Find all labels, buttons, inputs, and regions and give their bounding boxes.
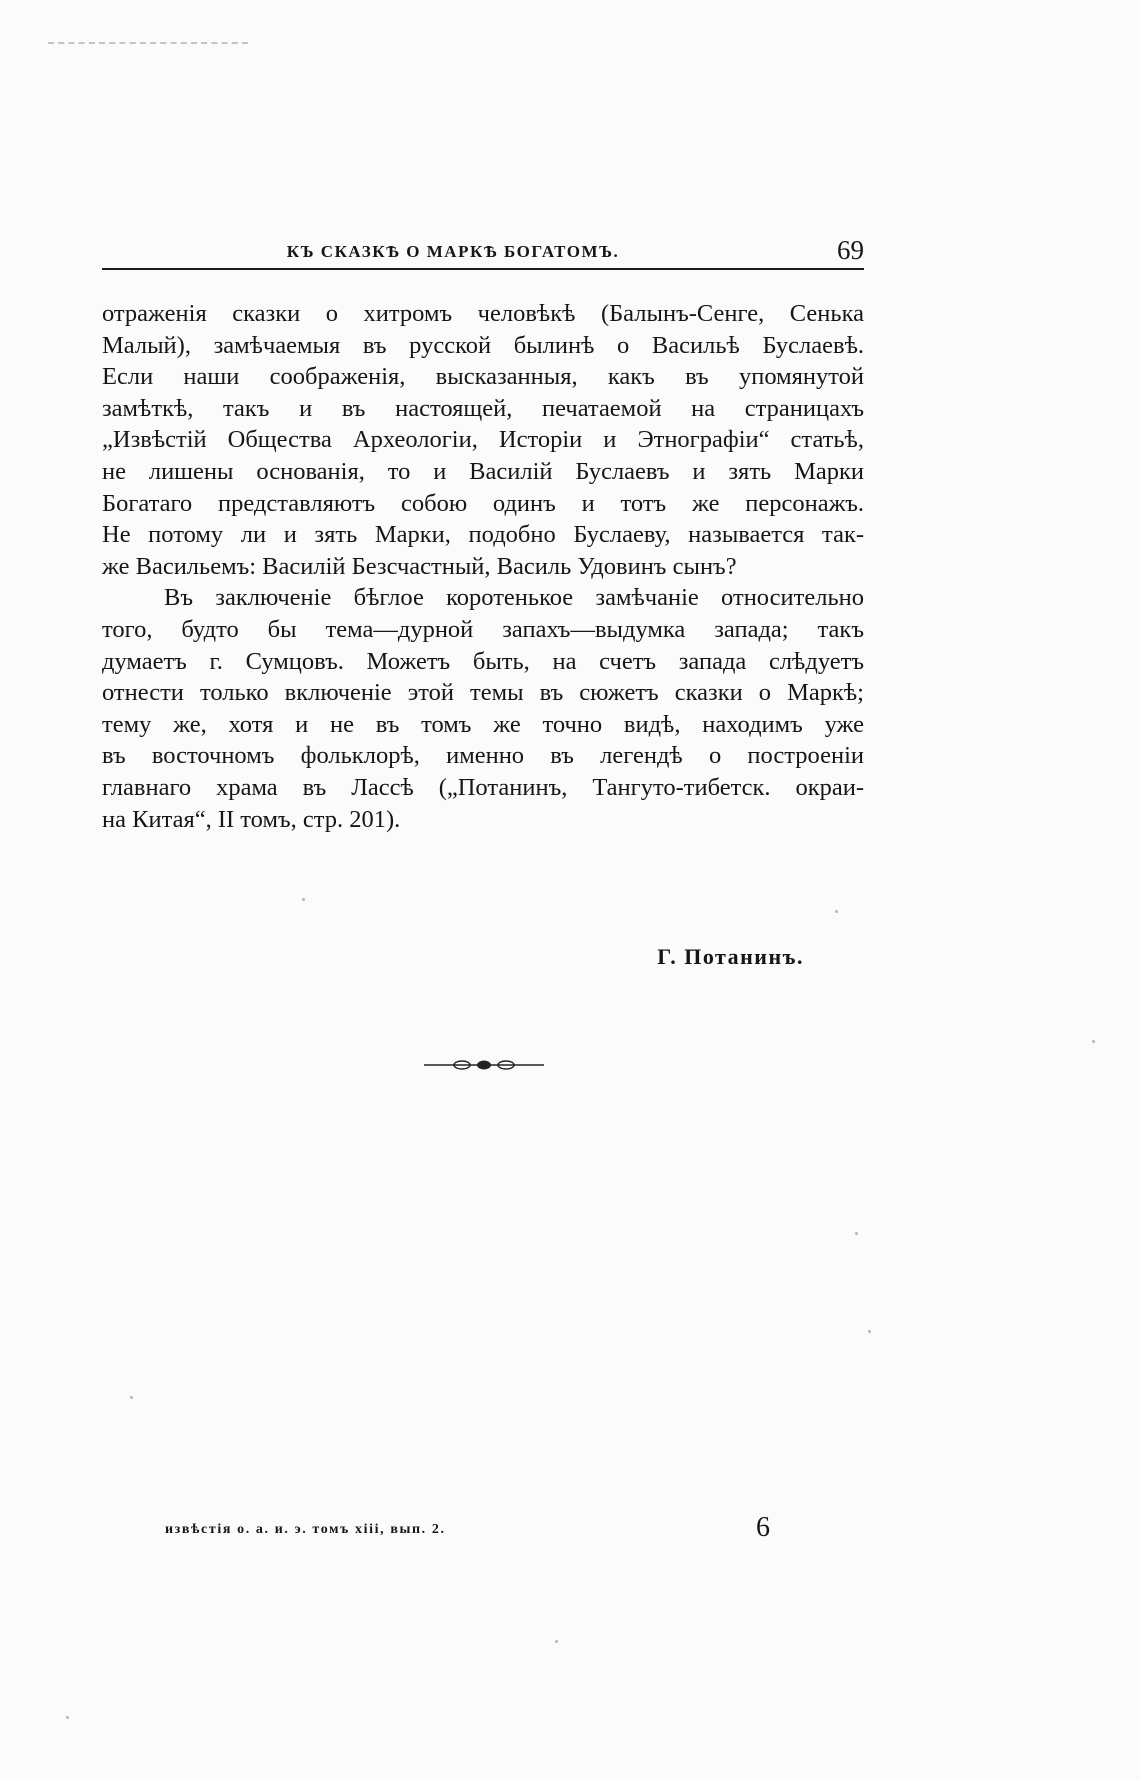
text-line: Богатаго представляютъ собою одинъ и тотъ же персонажъ.	[102, 489, 864, 517]
body-text	[102, 298, 864, 835]
text-line: того, будто бы тема—дурной запахъ—выдумка запада; такъ	[102, 615, 864, 643]
scan-speck	[130, 1396, 133, 1399]
text-line: думаетъ г. Сумцовъ. Можетъ быть, на счетъ запада слѣдуетъ	[102, 647, 864, 675]
scan-artifact	[48, 42, 248, 46]
scan-speck	[868, 1330, 871, 1333]
text-line: отнести только включеніе этой темы въ сюжетъ сказки о Маркѣ;	[102, 679, 864, 707]
scan-speck	[855, 1232, 858, 1235]
scan-speck	[555, 1640, 558, 1643]
header-rule	[102, 268, 864, 270]
text-line: „Извѣстій Общества Археологіи, Исторіи и Этнографіи“ статьѣ,	[102, 426, 864, 454]
text-line: же Васильемъ: Василій Безсчастный, Василь Удовинъ сынъ?	[102, 552, 737, 580]
scan-speck	[66, 1716, 69, 1719]
scan-speck	[835, 910, 838, 913]
ornament-divider	[424, 1058, 544, 1072]
running-head-title: КЪ СКАЗКѢ О МАРКѢ БОГАТОМЪ.	[286, 242, 620, 261]
text-line: Малый), замѣчаемыя въ русской былинѣ о Васильѣ Буслаевѣ.	[102, 331, 864, 359]
scan-speck	[302, 898, 305, 901]
text-line: главнаго храма въ Лассѣ („Потанинъ, Тангуто-тибетск. окраи-	[102, 773, 864, 801]
text-line: на Китая“, II томъ, стр. 201).	[102, 805, 401, 833]
text-line: тему же, хотя и не въ томъ же точно видѣ, находимъ уже	[102, 710, 864, 738]
text-line: Въ заключеніе бѣглое коротенькое замѣчаніе относительно	[164, 584, 864, 612]
text-line: Если наши соображенія, высказанныя, какъ въ упомянутой	[102, 363, 864, 391]
author-signature: Г. Потанинъ.	[657, 944, 804, 969]
footer-sheet-number: 6	[756, 1512, 770, 1543]
text-line: замѣткѣ, такъ и въ настоящей, печатаемой на страницахъ	[102, 394, 864, 422]
text-line: въ восточномъ фольклорѣ, именно въ легендѣ о построеніи	[102, 742, 864, 770]
running-head	[102, 228, 864, 270]
page-number: 69	[837, 235, 864, 265]
scan-speck	[1092, 1040, 1095, 1043]
text-line: Не потому ли и зять Марки, подобно Буслаеву, называется так-	[102, 521, 864, 549]
text-line: не лишены основанія, то и Василій Буслаевъ и зять Марки	[102, 457, 864, 485]
footer-signature-line: извѣстія о. а. и. э. томъ xiii, вып. 2.	[165, 1522, 446, 1537]
text-line: отраженія сказки о хитромъ человѣкѣ (Балынъ-Сенге, Сенька	[102, 300, 864, 327]
